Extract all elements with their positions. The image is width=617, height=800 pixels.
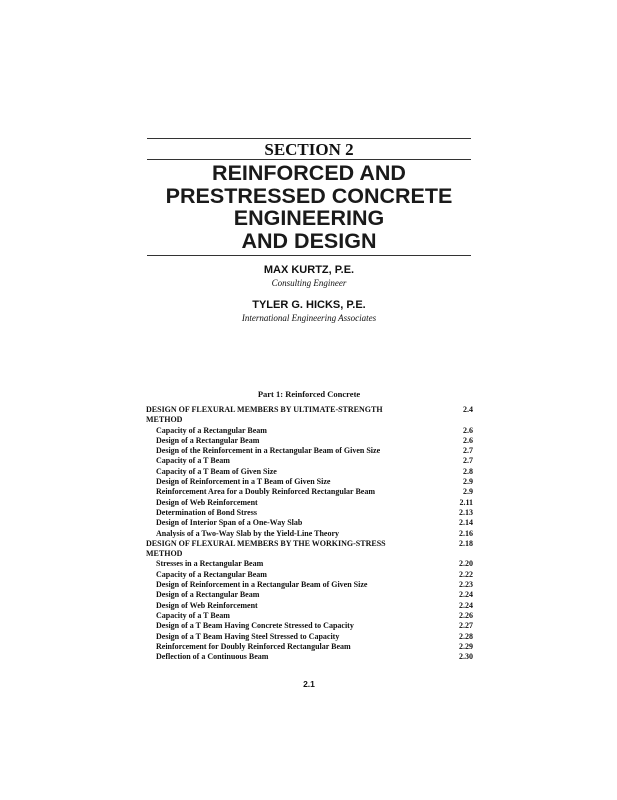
toc-entry-title: Design of Interior Span of a One-Way Slab xyxy=(156,518,303,528)
author-name: MAX KURTZ, P.E. xyxy=(263,264,355,276)
toc-entry-page: 2.27 xyxy=(459,621,473,631)
toc-heading-row xyxy=(146,405,473,426)
toc-entry-title: Capacity of a T Beam xyxy=(156,456,230,466)
section-title-line: REINFORCED AND xyxy=(212,161,406,185)
toc-entry-page: 2.7 xyxy=(463,446,473,456)
toc-entry-page: 2.29 xyxy=(459,641,473,651)
top-rule xyxy=(147,138,471,139)
toc-entry-row xyxy=(146,487,473,497)
toc-entry-title: Deflection of a Continuous Beam xyxy=(156,652,269,662)
toc-entry-page: 2.9 xyxy=(463,477,473,487)
toc-entry-title: Design of the Reinforcement in a Rectangular Beam of Given Size xyxy=(156,446,381,456)
toc-entry-title: Design of a Rectangular Beam xyxy=(156,590,260,600)
toc-entry-title: Design of Reinforcement in a T Beam of Given Size xyxy=(156,477,331,487)
toc-entry-page: 2.6 xyxy=(463,435,473,445)
toc-entry-row xyxy=(146,456,473,466)
toc-entry-page: 2.7 xyxy=(463,456,473,466)
toc-entry-row xyxy=(146,621,473,631)
toc-entry-page: 2.14 xyxy=(459,518,473,528)
toc-entry-title: Design of a Rectangular Beam xyxy=(156,435,260,445)
toc-entry-title: DESIGN OF FLEXURAL MEMBERS BY ULTIMATE-STRENGTH METHOD xyxy=(146,405,383,425)
toc-entry-page: 2.16 xyxy=(459,528,473,538)
toc-entry-page: 2.11 xyxy=(459,497,473,507)
toc-entry-page: 2.30 xyxy=(459,652,473,662)
toc-entry-row xyxy=(146,518,473,528)
toc-entry-row xyxy=(146,601,473,611)
toc-entry-row xyxy=(146,611,473,621)
toc-entry-page: 2.24 xyxy=(459,600,473,610)
toc-entry-title: Capacity of a Rectangular Beam xyxy=(156,569,267,579)
toc-entry-row xyxy=(146,508,473,518)
toc-entry-page: 2.28 xyxy=(459,631,473,641)
toc-entry-title: Reinforcement Area for a Doubly Reinforced Rectangular Beam xyxy=(156,487,376,497)
page-number: 2.1 xyxy=(303,679,315,689)
author-name: TYLER G. HICKS, P.E. xyxy=(252,299,366,311)
toc-entry-page: 2.22 xyxy=(459,569,473,579)
toc-entry-page: 2.8 xyxy=(463,466,473,476)
toc-entry-title: Stresses in a Rectangular Beam xyxy=(156,559,264,569)
toc-entry-page: 2.23 xyxy=(459,580,473,590)
bottom-rule xyxy=(147,255,471,256)
toc-entry-row xyxy=(146,477,473,487)
toc-entry-row xyxy=(146,642,473,652)
section-title-line: AND DESIGN xyxy=(241,228,377,253)
toc-entry-row xyxy=(146,570,473,580)
toc-entry-title: Design of Web Reinforcement xyxy=(156,600,258,610)
toc-entry-page: 2.6 xyxy=(463,425,473,435)
toc-entry-title: Capacity of a T Beam xyxy=(156,610,230,620)
toc-entry-row xyxy=(146,498,473,508)
toc-entry-row xyxy=(146,632,473,642)
toc-entry-title: Design of a T Beam Having Steel Stressed to Capacity xyxy=(156,631,340,641)
part-title: Part 1: Reinforced Concrete xyxy=(257,389,361,399)
toc-entry-row xyxy=(146,559,473,569)
toc-entry-row xyxy=(146,446,473,456)
toc-entry-title: Determination of Bond Stress xyxy=(156,507,257,517)
toc-entry-row xyxy=(146,590,473,600)
author-affiliation: Consulting Engineer xyxy=(271,278,347,288)
section-title-line: PRESTRESSED CONCRETE xyxy=(165,183,453,208)
toc-entry-row xyxy=(146,529,473,539)
toc-entry-page: 2.26 xyxy=(459,610,473,620)
section-title xyxy=(130,162,488,252)
toc-entry-title: Capacity of a Rectangular Beam xyxy=(156,425,267,435)
toc-entry-title: Design of a T Beam Having Concrete Stressed to Capacity xyxy=(156,621,354,631)
toc-entry-title: DESIGN OF FLEXURAL MEMBERS BY THE WORKING-STRESS METHOD xyxy=(146,538,386,559)
toc-entry-page: 2.13 xyxy=(459,507,473,517)
toc-entry-title: Design of Reinforcement in a Rectangular Beam of Given Size xyxy=(156,580,368,590)
toc-entry-page: 2.4 xyxy=(463,405,473,414)
toc-entry-row xyxy=(146,436,473,446)
toc-entry-page: 2.18 xyxy=(459,538,473,548)
toc-entry-row xyxy=(146,426,473,436)
section-label: SECTION 2 xyxy=(264,140,354,159)
toc-entry-page: 2.9 xyxy=(463,487,473,497)
table-of-contents xyxy=(146,405,473,662)
toc-entry-page: 2.20 xyxy=(459,559,473,569)
title-rule xyxy=(147,159,471,160)
author-affiliation: International Engineering Associates xyxy=(241,313,377,323)
section-title-line: ENGINEERING xyxy=(233,206,385,230)
toc-heading-row xyxy=(146,539,473,560)
toc-entry-row xyxy=(146,652,473,662)
toc-entry-title: Design of Web Reinforcement xyxy=(156,497,258,507)
toc-entry-title: Capacity of a T Beam of Given Size xyxy=(156,466,277,476)
author-block xyxy=(147,264,471,289)
toc-entry-row xyxy=(146,467,473,477)
toc-entry-title: Reinforcement for Doubly Reinforced Rectangular Beam xyxy=(156,641,351,651)
author-block xyxy=(147,299,471,324)
toc-entry-row xyxy=(146,580,473,590)
toc-entry-page: 2.24 xyxy=(459,590,473,600)
toc-entry-title: Analysis of a Two-Way Slab by the Yield-Line Theory xyxy=(156,528,339,538)
